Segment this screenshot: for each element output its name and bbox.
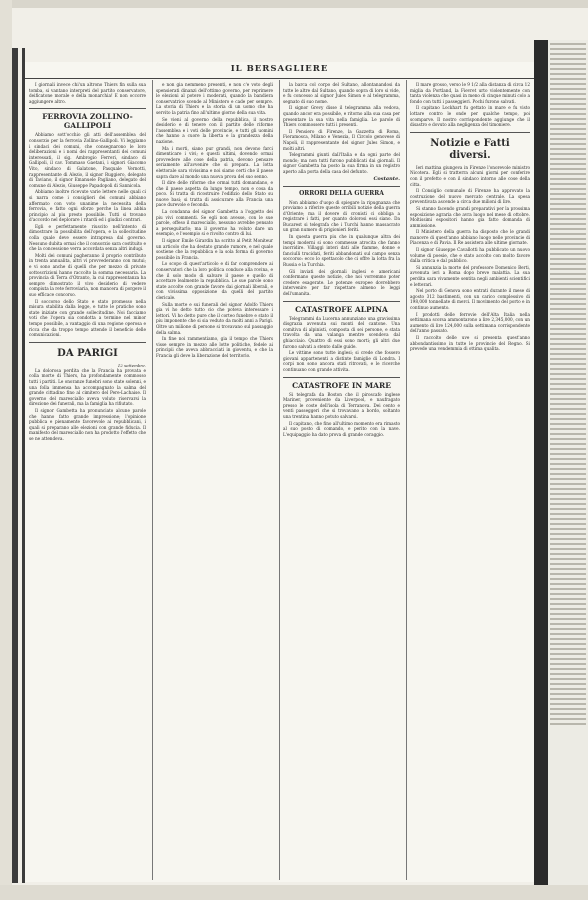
article-paragraph: Non abbiamo d'uopo di spiegare la ripugnanza che proviamo a riferire queste orribili notizie della guerra d'Oriente; ma il dovere di cronisti ci obbliga a registrare i fatti, per quanto dolorosi essi siano. Da Bucarest si telegrafa che i Turchi hanno massacrato un gran numero di prigionieri feriti. [283, 199, 400, 233]
section-heading: FERROVIA ZOLLINO-GALLIPOLI [42, 112, 133, 131]
bottom-margin [0, 885, 588, 900]
article-paragraph: Il raccolto delle uve si presenta quest'anno abbondantissimo in tutte le provincie del Regno. Si prevede una vendemmia di ottima qualita. [410, 334, 530, 352]
section-heading: CATASTROFE ALPINA [295, 304, 388, 314]
article-paragraph: Il mare grosso, verso le 9 1/2 alla distanza di circa 12 miglia da Portland, la Fievret urto violentemente con tanta violenza che quasi in meno di cinque minuti colo a fondo con tutti i passeggieri. Pochi furono salvati. [410, 82, 530, 104]
section-heading: CATASTROFE IN MARE [292, 380, 391, 390]
section-divider [283, 186, 400, 187]
article-paragraph: Ma i morti, siano pur grandi, non devono farci dimenticare i vivi; e questi ultimi, dovendo ormai provvedere alle cose della patria, devono pensare seriamente all'avvenire che si prepara. La lotta elettorale sara vivissima e noi siamo certi che il paese sapra dare al mondo una nuova prova del suo senno. [156, 145, 273, 179]
article-paragraph: Telegrammi da Lucerna annunziano una gravissima disgrazia avvenuta sui monti del cantone. Una comitiva di alpinisti, composta di sei persone, e stata travolta da una valanga mentre scendeva dal ghiacciaio. Quattro di essi sono morti; gli altri due furono salvati a stento dalle guide. [283, 315, 400, 349]
section-divider [283, 377, 400, 378]
article-paragraph: Si stanno facendo grandi preparativi per la prossima esposizione agraria che avra luogo nel mese di ottobre. Moltissimi espositori hanno gia fatto domanda di ammissione. [410, 205, 530, 228]
section-divider [410, 132, 530, 133]
article-paragraph: In fine noi rammentiamo, gia il tempo che Thiers visse sempre in mezzo alle lotte politiche, fedele ai principii che aveva abbracciati in gioventu, e che la Francia gli deve la liberazione del territorio. [156, 336, 273, 358]
top-margin [0, 0, 588, 8]
article-paragraph: Il Pensiero di Firenze, la Gazzetta di Roma, Fieramosca, Milano e Venezia, Il Circolo genovese di Napoli, il rappresentante del signor Jules Simon, e molti altri. [283, 128, 400, 151]
dateline: 12 settembre. [117, 362, 146, 368]
article-paragraph: Il signor Emile Girardin ha scritto al Petit Moniteur un articolo che ha destato grande rumore, e nel quale sostiene che la repubblica e la sola forma di governo possibile in Francia. [156, 238, 273, 260]
section-divider [29, 108, 146, 109]
article-paragraph: In questa guerra piu che in qualunque altra dei tempi moderni si sono commesse atrocita che fanno inorridire. Villaggi interi dati alle fiamme, donne e fanciulli trucidati, feriti abbandonati sul campo senza soccorso: ecco lo spettacolo che ci offre la lotta fra la Russia e la Turchia. [283, 234, 400, 268]
column-rule [152, 80, 153, 880]
article-paragraph: La condanna del signor Gambetta a l'oggetto dei piu vivi commenti. Se egli non avesse, con le sue parole, offeso il maresciallo, nessuno avrebbe pensato a perseguitarlo; ma il governo ha voluto dare un esempio, e l'esempio si e rivolto contro di lui. [156, 209, 273, 237]
article-paragraph: Il signor Gambetta ha pronunciato alcune parole che hanno fatto grande impressione; l'opinione pubblica e pienamente favorevole ai repubblicani, i quali si preparano alle elezioni con grande fiducia. Il manifesto del maresciallo non ha prodotto l'effetto che se ne attendeva. [29, 407, 146, 441]
article-paragraph: Abbiamo sott'occhio gli atti dell'assemblea del consorzio per la ferrovia Zollino-Gallipoli. Vi leggiamo i sindaci dei comuni, che consegnarono le loro deliberazioni e i nomi dei rappresentanti dei comuni interessati, il sig. Ambrogio Ferreri, sindaco di Gallipoli, il cav. Tommaso Gaetani, i signori Giacomo Vito, sindaco di Galatone, Pasquale Vernotti, rappresentante di Alezio, il signor Ruggiero, delegato di Taviano, il signor Emanuele Pagliano, delegato del comune di Alezio, Giuseppe Papadopoli di Sannicola. [29, 132, 146, 188]
page-header [25, 62, 534, 79]
article-paragraph: Se vieni al governo della repubblica, il nostro desiderio e di tenere con il partito delle riforme l'assemblea e i voti delle provincie, e tutti gli uomini che hanno a cuore la liberta e la grandezza della nazione. [156, 116, 273, 144]
article-paragraph: Molti dei comuni pagheranno il proprio contributo in trenta annualita, altri vi provvederanno con mutui; e vi sono anche di quelli che per mezzo di private sottoscrizioni hanno raccolto la somma necessaria. La provincia di Terra d'Otranto, la cui rappresentanza ha sempre dimostrato il vivo desiderio di vedere compiuta la rete ferroviaria, non mancera di porgere il suo efficace concorso. [29, 252, 146, 297]
article-paragraph: La dolorosa perdita che la Francia ha provata e colla morte di Thiers, ha profondamente commosso tutti i partiti. Le onoranze funebri sono state solenni, e una folla immensa ha accompagnato la salma del grande cittadino fino al cimitero del Pere-Lachaise. Il governo del maresciallo aveva voluto riservarsi la direzione dei funerali, ma la famiglia ha rifiutato. [29, 367, 146, 407]
column-4 [410, 82, 530, 877]
section-divider [283, 301, 400, 302]
article-paragraph: Ieri mattina giungeva in Firenze l'onorevole ministro Nicotera. Egli si tratterra alcuni giorni per conferire con il prefetto e con il sindaco intorno alle cose della citta. [410, 164, 530, 187]
masthead-title: IL BERSAGLIERE [230, 64, 329, 74]
article-paragraph: Lo scopo di quest'articolo e di far comprendere ai conservatori che la loro politica conduce alla rovina, e che il solo modo di salvare il paese e quello di accettare lealmente la repubblica. Le sue parole sono state accolte con grande favore dai giornali liberali, e con vivissima opposizione da quelli del partito clericale. [156, 261, 273, 300]
article-paragraph: Nel porto di Genova sono entrati durante il mese di agosto 312 bastimenti, con un carico complessivo di 198,000 tonnellate di merci. Il movimento del porto e in continuo aumento. [410, 288, 530, 310]
column-rule [406, 80, 407, 880]
section-heading: Notizie e Fatti diversi. [430, 137, 510, 161]
article-paragraph: Abbiamo inoltre ricevute varie lettere nelle quali ci si narra come i consiglieri dei comuni abbiano affermato con voto unanime la necessita della ferrovia, e fatto ogni sforzo perche la linea abbia principio al piu presto possibile. Tutti si trovano d'accordo nel deplorare i ritardi ed i giudizi contrari. [29, 189, 146, 223]
binding-strip [12, 48, 18, 883]
article-paragraph: Si telegrafa da Boston che il piroscafo inglese Mariner, proveniente da Liverpool, e naufragato presso le coste dell'isola di Terranova. Dei cento e venti passeggeri che si trovavano a bordo, soltanto una trentina hanno potuto salvarsi. [283, 391, 400, 419]
article-paragraph: I giornali invece chi'un altrono Thiers fin sulla sua tomba, si vantano interpreti del partito conservatore, deificatone morale e della monarchia! E non occorre aggiungere altro. [29, 82, 146, 104]
section-heading: ORRORI DELLA GUERRA [299, 189, 384, 197]
section-divider [29, 342, 146, 343]
article-paragraph: Sulla morte e sui funerali del signor Adolfo Thiers gia vi ho detto tutto cio che poteva interessare i lettori. Vi ho detto pure che il corteo funebre e stato il piu imponente che si sia veduto da molti anni a Parigi. Oltre un milione di persone si trovavano sul passaggio della salma. [156, 301, 273, 335]
article-paragraph: I prodotti delle ferrovie dell'Alta Italia nella settimana scorsa ammontarono a lire 2,345,000, con un aumento di lire 124,000 sulla settimana corrispondente dell'anno passato. [410, 311, 530, 334]
column-rule [279, 80, 280, 880]
article-paragraph: Le vittime sono tutte inglesi; si crede che fossero giovani appartenenti a distinte famiglie di Londra. I corpi non sono ancora stati ritrovati, e le ricerche continuano con grande attivita. [283, 350, 400, 372]
article-paragraph: Il signor Grevy disse il telegramma alla vedova, quando ancor era possibile, e ritorno alla sua casa per presentare la sua vita nella famiglia. Le parole di Thiers commossero tutti i presenti. [283, 105, 400, 128]
article-paragraph: Gli inviati dei giornali inglesi e americani confermano queste notizie, che noi vorremmo poter credere esagerate. Le potenze europee dovrebbero intervenire per far rispettare almeno le leggi dell'umanita. [283, 268, 400, 296]
article-paragraph: Telegrammi giunti dall'Italia e da ogni parte del mondo; ma non tutti furono pubblicati dai giornali. Il signor Gambetta ha posto la sua firma in un registro aperto alla porta della casa del defunto. [283, 152, 400, 174]
article-paragraph: Il capitano Lockhart fu gettato in mare e fu visto lottare contro le onde per qualche tempo, poi scomparve. Il nostro corrispondente aggiunge che il disastro e dovuto alla negligenza del timoniere. [410, 105, 530, 128]
section-heading: DA PARIGI [57, 347, 118, 359]
article-paragraph: Il soccorso dello Stato e stato promesso nella misura stabilita dalla legge, e tutte le pratiche sono state iniziate con grande sollecitudine. Noi facciamo voti che l'opera sia condotta a termine nel minor tempo possibile, a vantaggio di una regione operosa e ricca che da troppo tempo attende il beneficio delle comunicazioni. [29, 298, 146, 338]
column-2 [156, 82, 273, 877]
column-3 [283, 82, 400, 877]
article-paragraph: la barca col corpo del Sultano, allontanandosi da tutte le altre dal Sultano, quando sopra di loro si vide, e fu concesso al signor Jules Simon e al telegramma, segnato di suo nome. [283, 82, 400, 104]
article-paragraph: e non gia nemmeno presenti, e non c'e voto degli spensierati dinanzi dell'ottimo governo, per reprimere le elezioni al potere i moderati, quando la bandiera conservatrice scende al Ministero e cade per sempre. La storia di Thiers e la storia di un uomo che ha servito la patria fino all'ultimo giorno della sua vita. [156, 82, 273, 115]
article-paragraph: Il signor Giuseppe Cavallotti ha pubblicato un nuovo volume di poesie, che e stato accolto con molto favore dalla critica e dal pubblico. [410, 247, 530, 264]
column-1 [29, 82, 146, 877]
article-paragraph: Si annunzia la morte del professore Domenico Berti, avvenuta ieri a Roma dopo breve malattia. La sua perdita sara vivamente sentita negli ambienti scientifici e letterari. [410, 264, 530, 287]
article-paragraph: Egli e perfettamente riuscito nell'intento di dimostrare la possibilita dell'opera, e la sollecitudine colla quale deve essere intrapresa dal governo. Nessuno dubita ormai che il consorzio sara costituito e che la concessione verra accordata senza altri indugi. [29, 223, 146, 252]
article-paragraph: Il Consiglio comunale di Firenze ha approvato la costruzione del nuovo mercato centrale. La spesa preventivata ascende a circa due milioni di lire. [410, 188, 530, 205]
article-paragraph: Il capitano, che fino all'ultimo momento era rimasto al suo posto di comando, e perito con la nave. L'equipaggio ha dato prova di grande coraggio. [283, 420, 400, 437]
signature: Costante. [373, 175, 400, 182]
article-paragraph: Il Ministero della guerra ha disposto che le grandi manovre di quest'anno abbiano luogo nelle provincie di Piacenza e di Pavia. Il Re assistera alle ultime giornate. [410, 229, 530, 246]
article-paragraph: Il dire delle riforme che ormai tutti domandano, e che il paese aspetta da lungo tempo, non e cosa da poco. Si tratta di ricostruire l'edifizio dello Stato su nuove basi; si tratta di assicurare alla Francia una pace durevole e feconda. [156, 180, 273, 208]
left-margin [0, 0, 12, 900]
adjacent-page-edge [548, 40, 588, 885]
page-gutter-shadow [534, 40, 548, 885]
